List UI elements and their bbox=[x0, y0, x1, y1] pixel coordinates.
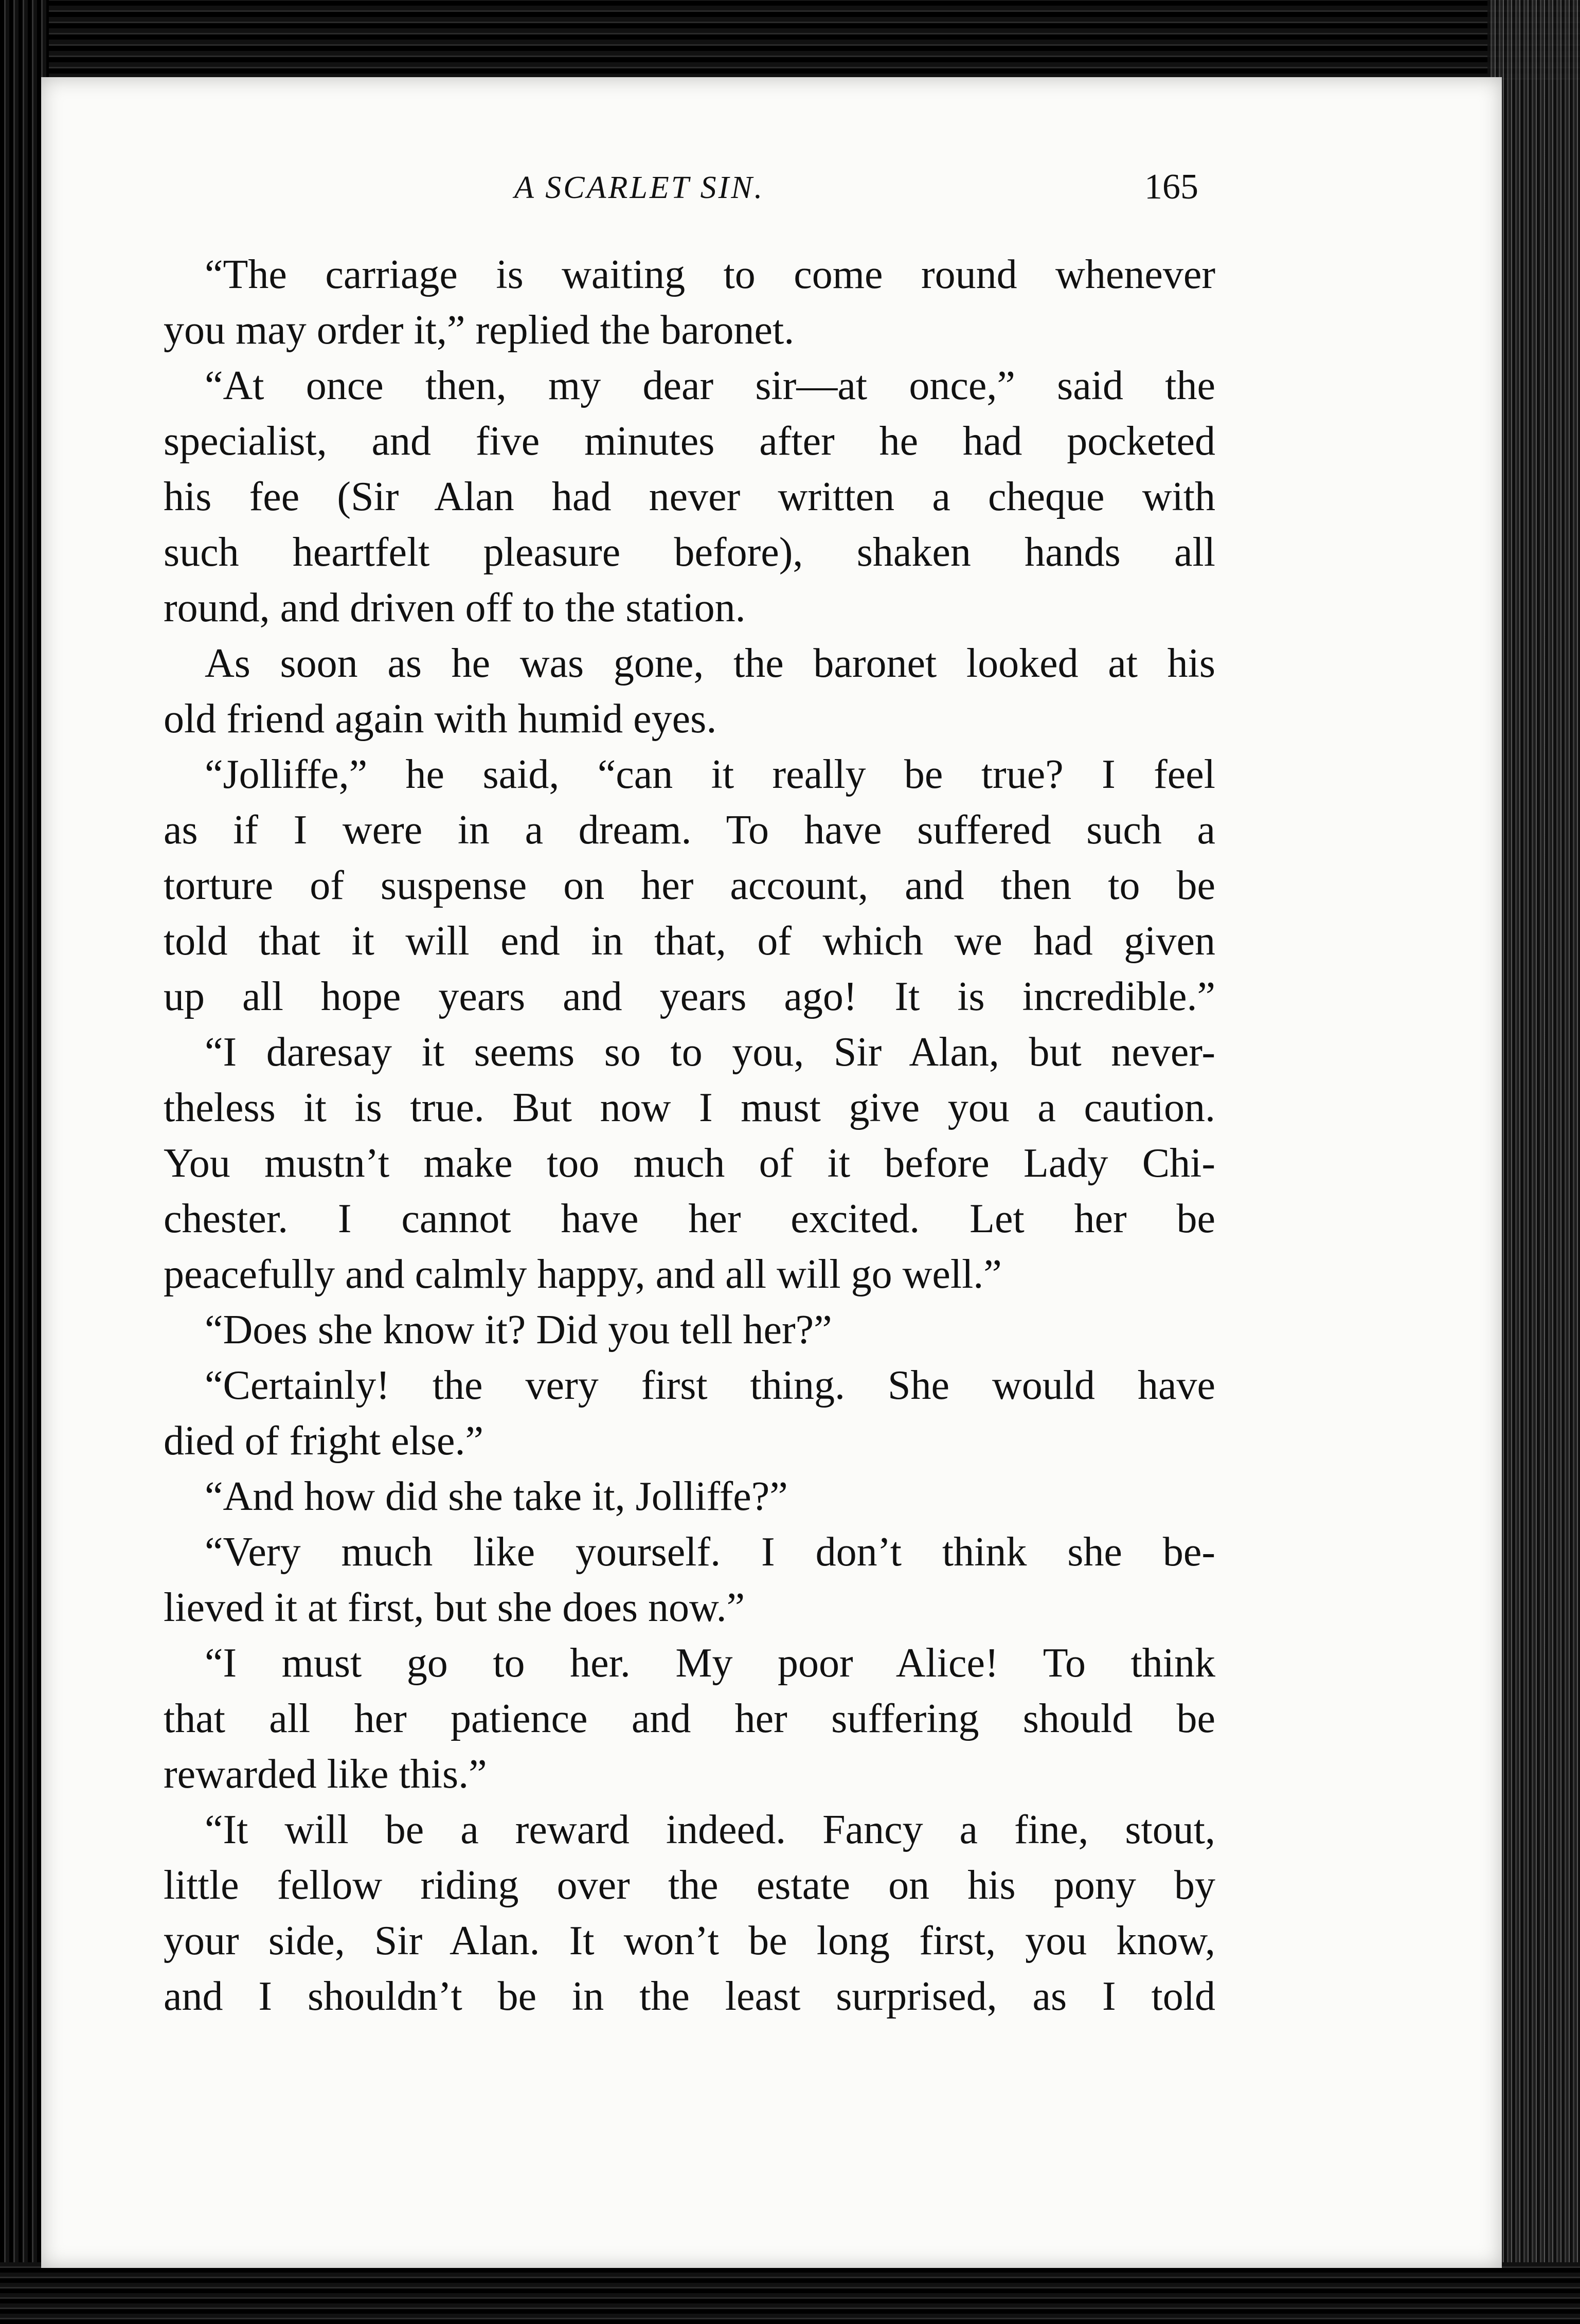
text-line: “The carriage is waiting to come round whenever bbox=[205, 252, 1215, 297]
text-line: “And how did she take it, Jolliffe?” bbox=[205, 1474, 788, 1519]
text-line: and I shouldn’t be in the least surprised, as I told bbox=[164, 1974, 1215, 2019]
text-line: “I daresay it seems so to you, Sir Alan, but never- bbox=[205, 1030, 1215, 1075]
text-line: torture of suspense on her account, and then to be bbox=[164, 863, 1215, 908]
text-line: died of fright else.” bbox=[164, 1418, 483, 1464]
text-line: “At once then, my dear sir—at once,” said the bbox=[205, 363, 1215, 408]
page-number: 165 bbox=[1144, 167, 1198, 207]
text-line: You mustn’t make too much of it before Lady Chi- bbox=[164, 1141, 1215, 1186]
text-line: “Very much like yourself. I don’t think she be- bbox=[205, 1529, 1215, 1575]
text-line: up all hope years and years ago! It is incredible.” bbox=[164, 974, 1215, 1019]
page-header bbox=[165, 167, 1209, 221]
text-line: “Jolliffe,” he said, “can it really be true? I feel bbox=[205, 752, 1215, 797]
scan-edge-bottom bbox=[0, 2262, 1580, 2324]
text-line: “Does she know it? Did you tell her?” bbox=[205, 1307, 832, 1353]
text-line: peacefully and calmly happy, and all will go well.” bbox=[164, 1252, 1002, 1297]
body-text bbox=[164, 247, 1215, 2024]
text-line: “I must go to her. My poor Alice! To think bbox=[205, 1641, 1215, 1686]
text-line: as if I were in a dream. To have suffered such a bbox=[164, 807, 1215, 853]
text-line: rewarded like this.” bbox=[164, 1752, 487, 1797]
text-line: “It will be a reward indeed. Fancy a fine, stout, bbox=[205, 1807, 1215, 1852]
running-title: A SCARLET SIN. bbox=[514, 170, 765, 205]
text-line: old friend again with humid eyes. bbox=[164, 696, 717, 742]
text-line: your side, Sir Alan. It won’t be long first, you know, bbox=[164, 1918, 1215, 1963]
scan-edge-top bbox=[0, 0, 1580, 85]
text-line: you may order it,” replied the baronet. bbox=[164, 308, 795, 353]
text-line: chester. I cannot have her excited. Let her be bbox=[164, 1196, 1215, 1241]
text-line: As soon as he was gone, the baronet looked at his bbox=[205, 641, 1215, 686]
text-line: told that it will end in that, of which we had given bbox=[164, 918, 1215, 964]
text-line: “Certainly! the very first thing. She would have bbox=[205, 1363, 1215, 1408]
text-line: round, and driven off to the station. bbox=[164, 585, 746, 630]
text-line: lieved it at first, but she does now.” bbox=[164, 1585, 745, 1630]
text-line: theless it is true. But now I must give you a caution. bbox=[164, 1085, 1215, 1130]
text-line: his fee (Sir Alan had never written a cheque with bbox=[164, 474, 1215, 519]
text-line: such heartfelt pleasure before), shaken hands all bbox=[164, 530, 1215, 575]
text-line: little fellow riding over the estate on his pony by bbox=[164, 1863, 1215, 1908]
text-line: specialist, and five minutes after he had pocketed bbox=[164, 419, 1215, 464]
text-line: that all her patience and her suffering should be bbox=[164, 1696, 1215, 1741]
